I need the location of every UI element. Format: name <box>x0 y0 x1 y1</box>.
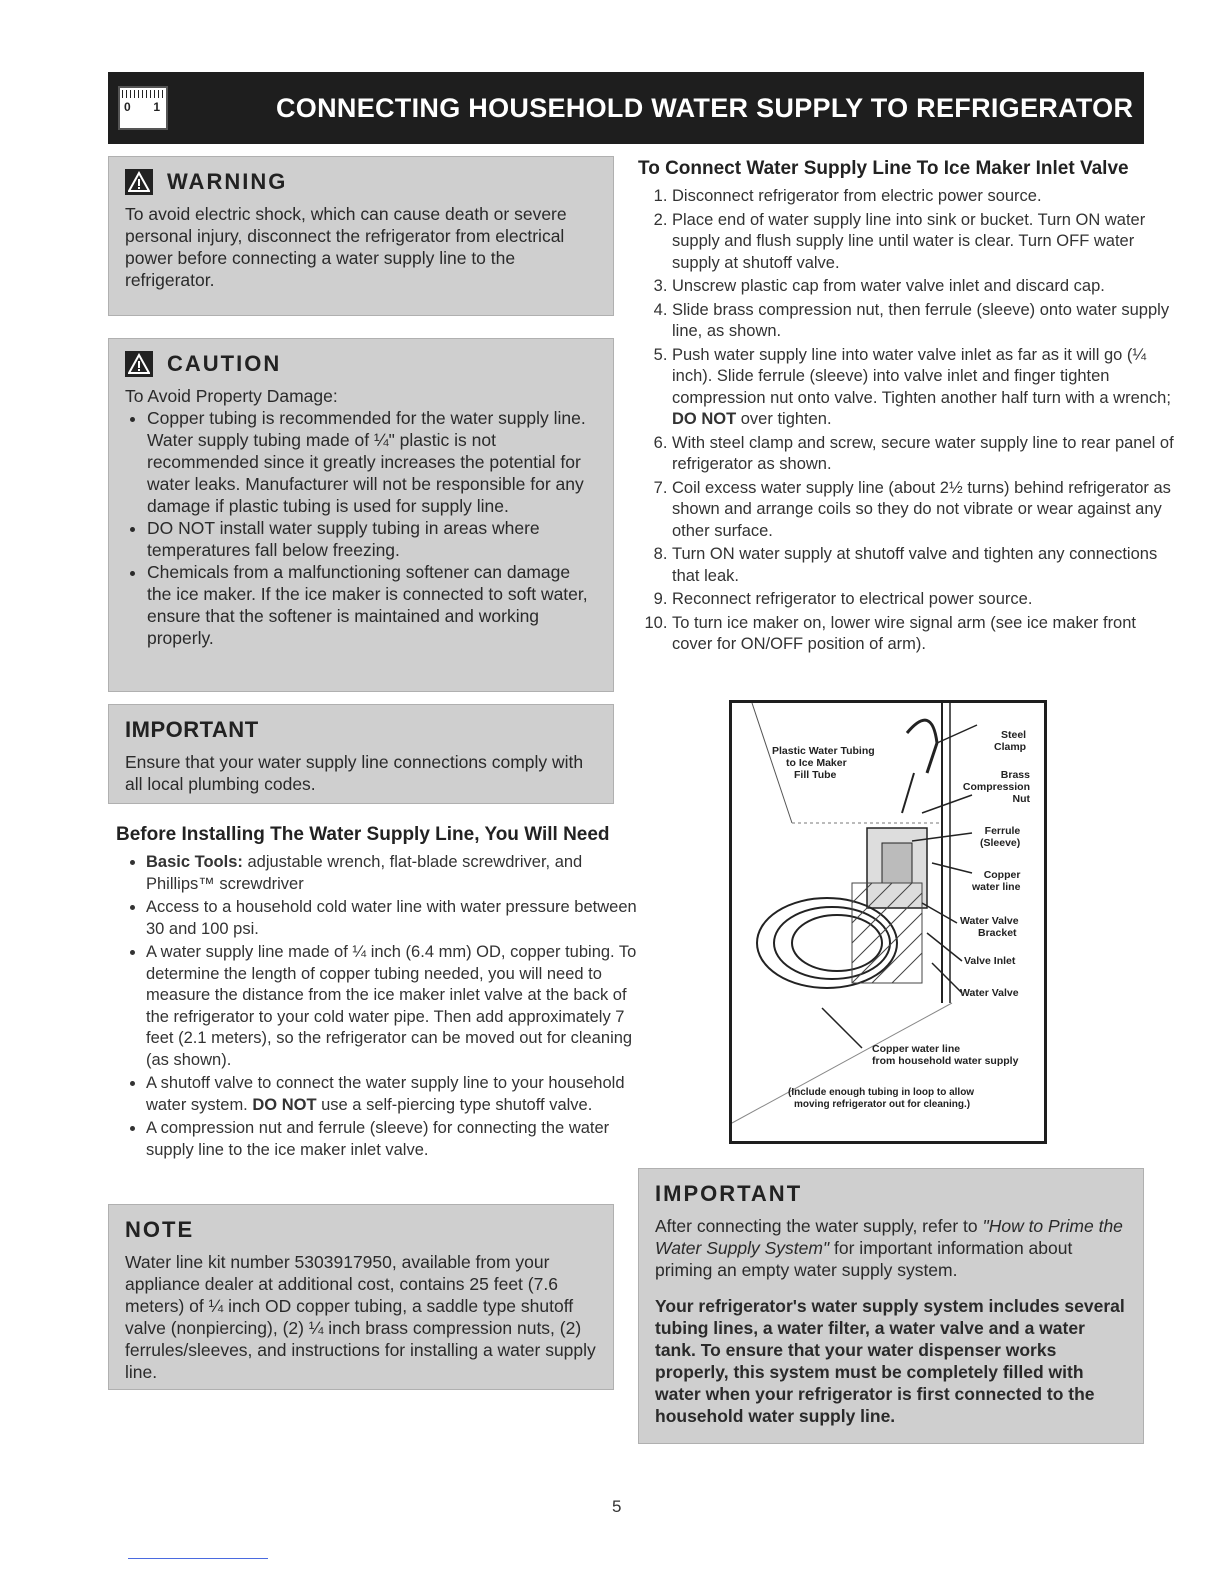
list-item: 6. With steel clamp and screw, secure water supply line to rear panel of refrigerator as shown. <box>672 433 1178 476</box>
list-item: • Copper tubing is recommended for the water supply line. Water supply tubing made of ¼" plastic is not recommended since it greatly increases the potential for water leaks. Manufacturer will not be responsible for any damage if plastic tubing is used for supply line. <box>147 407 597 517</box>
label-steel-clamp: Steel Clamp <box>994 729 1027 753</box>
before-heading: Before Installing The Water Supply Line, You Will Need <box>116 824 610 845</box>
list-item: 7. Coil excess water supply line (about 2½ turns) behind refrigerator as shown and arrange coils so they do not vibrate or wear against any other surface. <box>672 478 1178 543</box>
label-water-valve: Water Valve <box>960 987 1019 999</box>
caution-list <box>125 407 597 649</box>
label-plastic-tubing: Plastic Water Tubing to Ice Maker Fill Tube <box>772 745 875 781</box>
label-copper-line: Copper water line <box>972 869 1021 893</box>
list-item: • Chemicals from a malfunctioning softener can damage the ice maker. If the ice maker is connected to soft water, ensure that the softener is maintained and working properly. <box>147 561 597 649</box>
important-box-priming <box>638 1168 1144 1444</box>
note-heading: NOTE <box>125 1217 195 1242</box>
important-text: Ensure that your water supply line connections comply with all local plumbing codes. <box>125 752 584 794</box>
caution-box <box>108 338 614 692</box>
caution-triangle-icon <box>125 351 153 377</box>
important-system-text: Your refrigerator's water supply system includes several tubing lines, a water filter, a water valve and a water tank. To ensure that your water dispenser works properly, this system must be completely filled with water when your refrigerator is first connected to the household water supply line. <box>655 1296 1125 1426</box>
warning-triangle-icon <box>125 169 153 195</box>
list-item: • A compression nut and ferrule (sleeve) for connecting the water supply line to the ice maker inlet valve. <box>146 1118 646 1161</box>
label-household-line: Copper water line from household water supply <box>872 1043 1019 1067</box>
list-item: 1. Disconnect refrigerator from electric power source. <box>672 186 1178 208</box>
label-bracket: Water Valve Bracket <box>960 915 1019 939</box>
label-valve-inlet: Valve Inlet <box>964 955 1016 967</box>
connect-steps <box>638 186 1178 658</box>
list-item: 3. Unscrew plastic cap from water valve inlet and discard cap. <box>672 276 1178 298</box>
important-heading: IMPORTANT <box>125 717 259 742</box>
list-item: • Basic Tools: adjustable wrench, flat-blade screwdriver, and Phillips™ screwdriver <box>146 852 646 895</box>
note-box <box>108 1204 614 1390</box>
list-item: 2. Place end of water supply line into sink or bucket. Turn ON water supply and flush supply line until water is clear. Turn OFF water supply at shutoff valve. <box>672 210 1178 275</box>
label-ferrule: Ferrule (Sleeve) <box>980 825 1021 849</box>
page-number: 5 <box>612 1497 622 1516</box>
list-item: 8. Turn ON water supply at shutoff valve and tighten any connections that leak. <box>672 544 1178 587</box>
list-item: • A water supply line made of ¼ inch (6.4 mm) OD, copper tubing. To determine the length of copper tubing needed, you will need to measure the distance from the ice maker inlet valve at the back of the refrigerator to your cold water pipe. Then add approximately 7 feet (2.1 meters), so the refrigerator can be moved out for cleaning (as shown). <box>146 942 646 1071</box>
page-title: CONNECTING HOUSEHOLD WATER SUPPLY TO REFRIGERATOR <box>276 92 1134 123</box>
connect-heading: To Connect Water Supply Line To Ice Maker Inlet Valve <box>638 158 1129 179</box>
warning-box <box>108 156 614 316</box>
label-brass-nut: Brass Compression Nut <box>962 769 1030 805</box>
header-banner <box>108 72 1144 144</box>
caution-heading: CAUTION <box>125 351 597 377</box>
list-item: • Access to a household cold water line with water pressure between 30 and 100 psi. <box>146 897 646 940</box>
warning-text: To avoid electric shock, which can cause death or severe personal injury, disconnect the refrigerator from electrical power before connecting a water supply line to the refrigerator. <box>125 204 567 290</box>
list-item: • DO NOT install water supply tubing in areas where temperatures fall below freezing. <box>147 517 597 561</box>
important-priming-text: After connecting the water supply, refer to "How to Prime the Water Supply System" for important information about priming an empty water supply system. <box>655 1216 1123 1280</box>
list-item: 5. Push water supply line into water valve inlet as far as it will go (¼ inch). Slide ferrule (sleeve) into valve inlet and finger tighten compression nut onto valve. Tighten another half turn with a wrench; DO NOT over tighten. <box>672 345 1178 431</box>
footer-rule <box>128 1558 268 1559</box>
warning-heading: WARNING <box>125 169 597 195</box>
important-heading: IMPORTANT <box>655 1181 803 1206</box>
installation-diagram <box>729 700 1047 1144</box>
list-item: 10. To turn ice maker on, lower wire signal arm (see ice maker front cover for ON/OFF position of arm). <box>672 613 1178 656</box>
needs-list <box>116 852 646 1163</box>
list-item: • A shutoff valve to connect the water supply line to your household water system. DO NOT use a self-piercing type shutoff valve. <box>146 1073 646 1116</box>
list-item: 4. Slide brass compression nut, then ferrule (sleeve) onto water supply line, as shown. <box>672 300 1178 343</box>
important-box-plumbing <box>108 704 614 804</box>
note-text: Water line kit number 5303917950, available from your appliance dealer at additional cost, contains 25 feet (7.6 meters) of ¼ inch OD copper tubing, a saddle type shutoff valve (nonpiercing), (2) ¼ inch brass compression nuts, (2) ferrules/sleeves, and instructions for installing a water supply line. <box>125 1252 596 1382</box>
label-loop-note: (Include enough tubing in loop to allow moving refrigerator out for cleaning.) <box>788 1087 975 1110</box>
list-item: 9. Reconnect refrigerator to electrical power source. <box>672 589 1178 611</box>
measure-icon: 0 1 <box>118 86 168 130</box>
caution-intro: To Avoid Property Damage: <box>125 386 338 406</box>
